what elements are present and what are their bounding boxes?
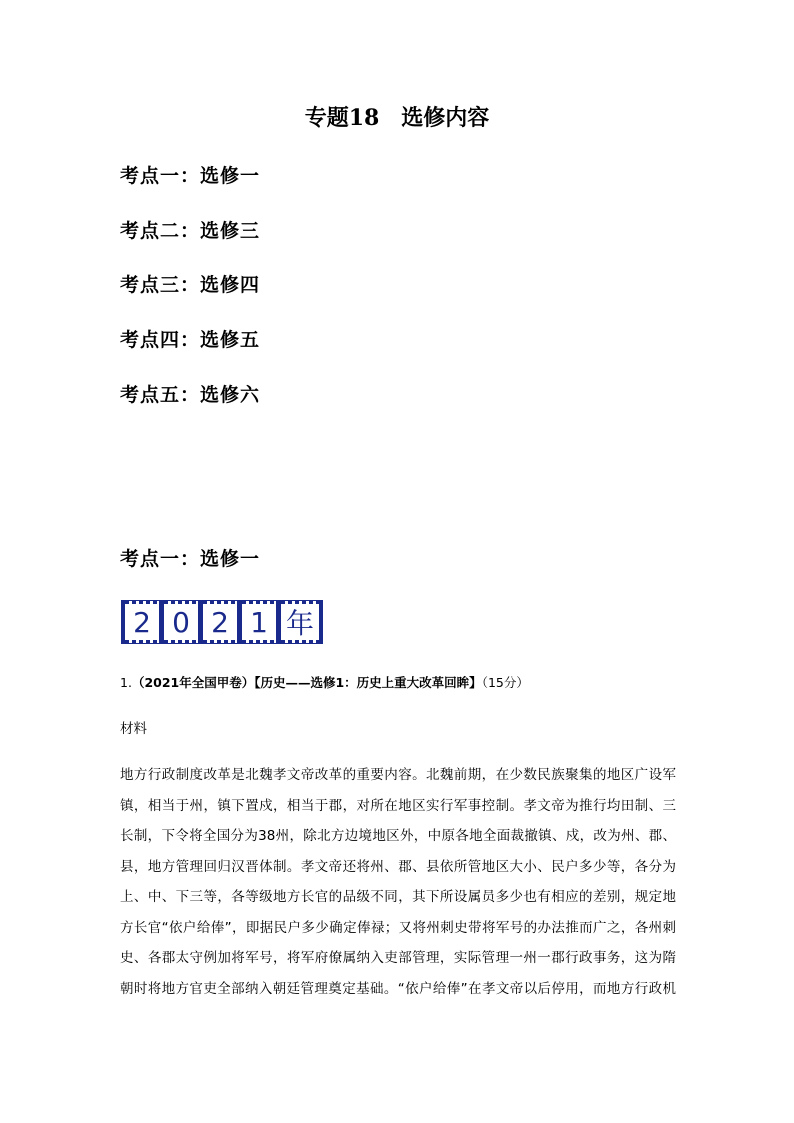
question-source: （2021年全国甲卷）【历史——选修1：历史上重大改革回眸】: [131, 675, 482, 690]
material-line: 方长官“依户给俸”，即据民户多少确定俸禄；又将州刺史带将军号的办法推而广之，各州刺: [120, 919, 676, 936]
toc-item-4: 考点四：选修五: [120, 329, 261, 351]
material-line: 长制，下令将全国分为38州，除北方边境地区外，中原各地全面裁撤镇、戍，改为州、郡、: [120, 828, 676, 844]
year-banner: [121, 600, 323, 644]
year-suffix: 年: [280, 603, 320, 641]
year-digit: 2: [124, 603, 160, 641]
material-line: 朝时将地方官吏全部纳入朝廷管理奠定基础。“依户给俸”在孝文帝以后停用，而地方行政机: [120, 980, 676, 997]
material-label: 材料: [120, 721, 147, 737]
material-paragraph: [120, 760, 676, 1004]
section-heading: 考点一：选修一: [120, 548, 261, 570]
toc-item-1: 考点一：选修一: [120, 165, 261, 187]
toc-item-2: 考点二：选修三: [120, 220, 261, 242]
material-line: 史、各郡太守例加将军号，将军府僚属纳入吏部管理，实际管理一州一郡行政事务，这为隋: [120, 950, 676, 966]
material-line: 上、中、下三等，各等级地方长官的品级不同，其下所设属员多少也有相应的差别，规定地: [120, 889, 676, 905]
material-line: 县，地方管理回归汉晋体制。孝文帝还将州、郡、县依所管地区大小、民户多少等，各分为: [120, 858, 676, 875]
year-digit: 0: [163, 603, 199, 641]
question-header: [120, 673, 529, 691]
material-line: 地方行政制度改革是北魏孝文帝改革的重要内容。北魏前期，在少数民族聚集的地区广设军: [120, 767, 676, 783]
year-digit: 2: [202, 603, 238, 641]
question-number: 1.: [120, 675, 132, 690]
page-title: 专题18 选修内容: [304, 105, 490, 131]
question-score: （15分）: [481, 675, 529, 690]
toc-item-5: 考点五：选修六: [120, 384, 261, 406]
toc-item-3: 考点三：选修四: [120, 274, 261, 296]
year-digit: 1: [241, 603, 277, 641]
material-line: 镇，相当于州，镇下置戍，相当于郡，对所在地区实行军事控制。孝文帝为推行均田制、三: [120, 797, 676, 814]
